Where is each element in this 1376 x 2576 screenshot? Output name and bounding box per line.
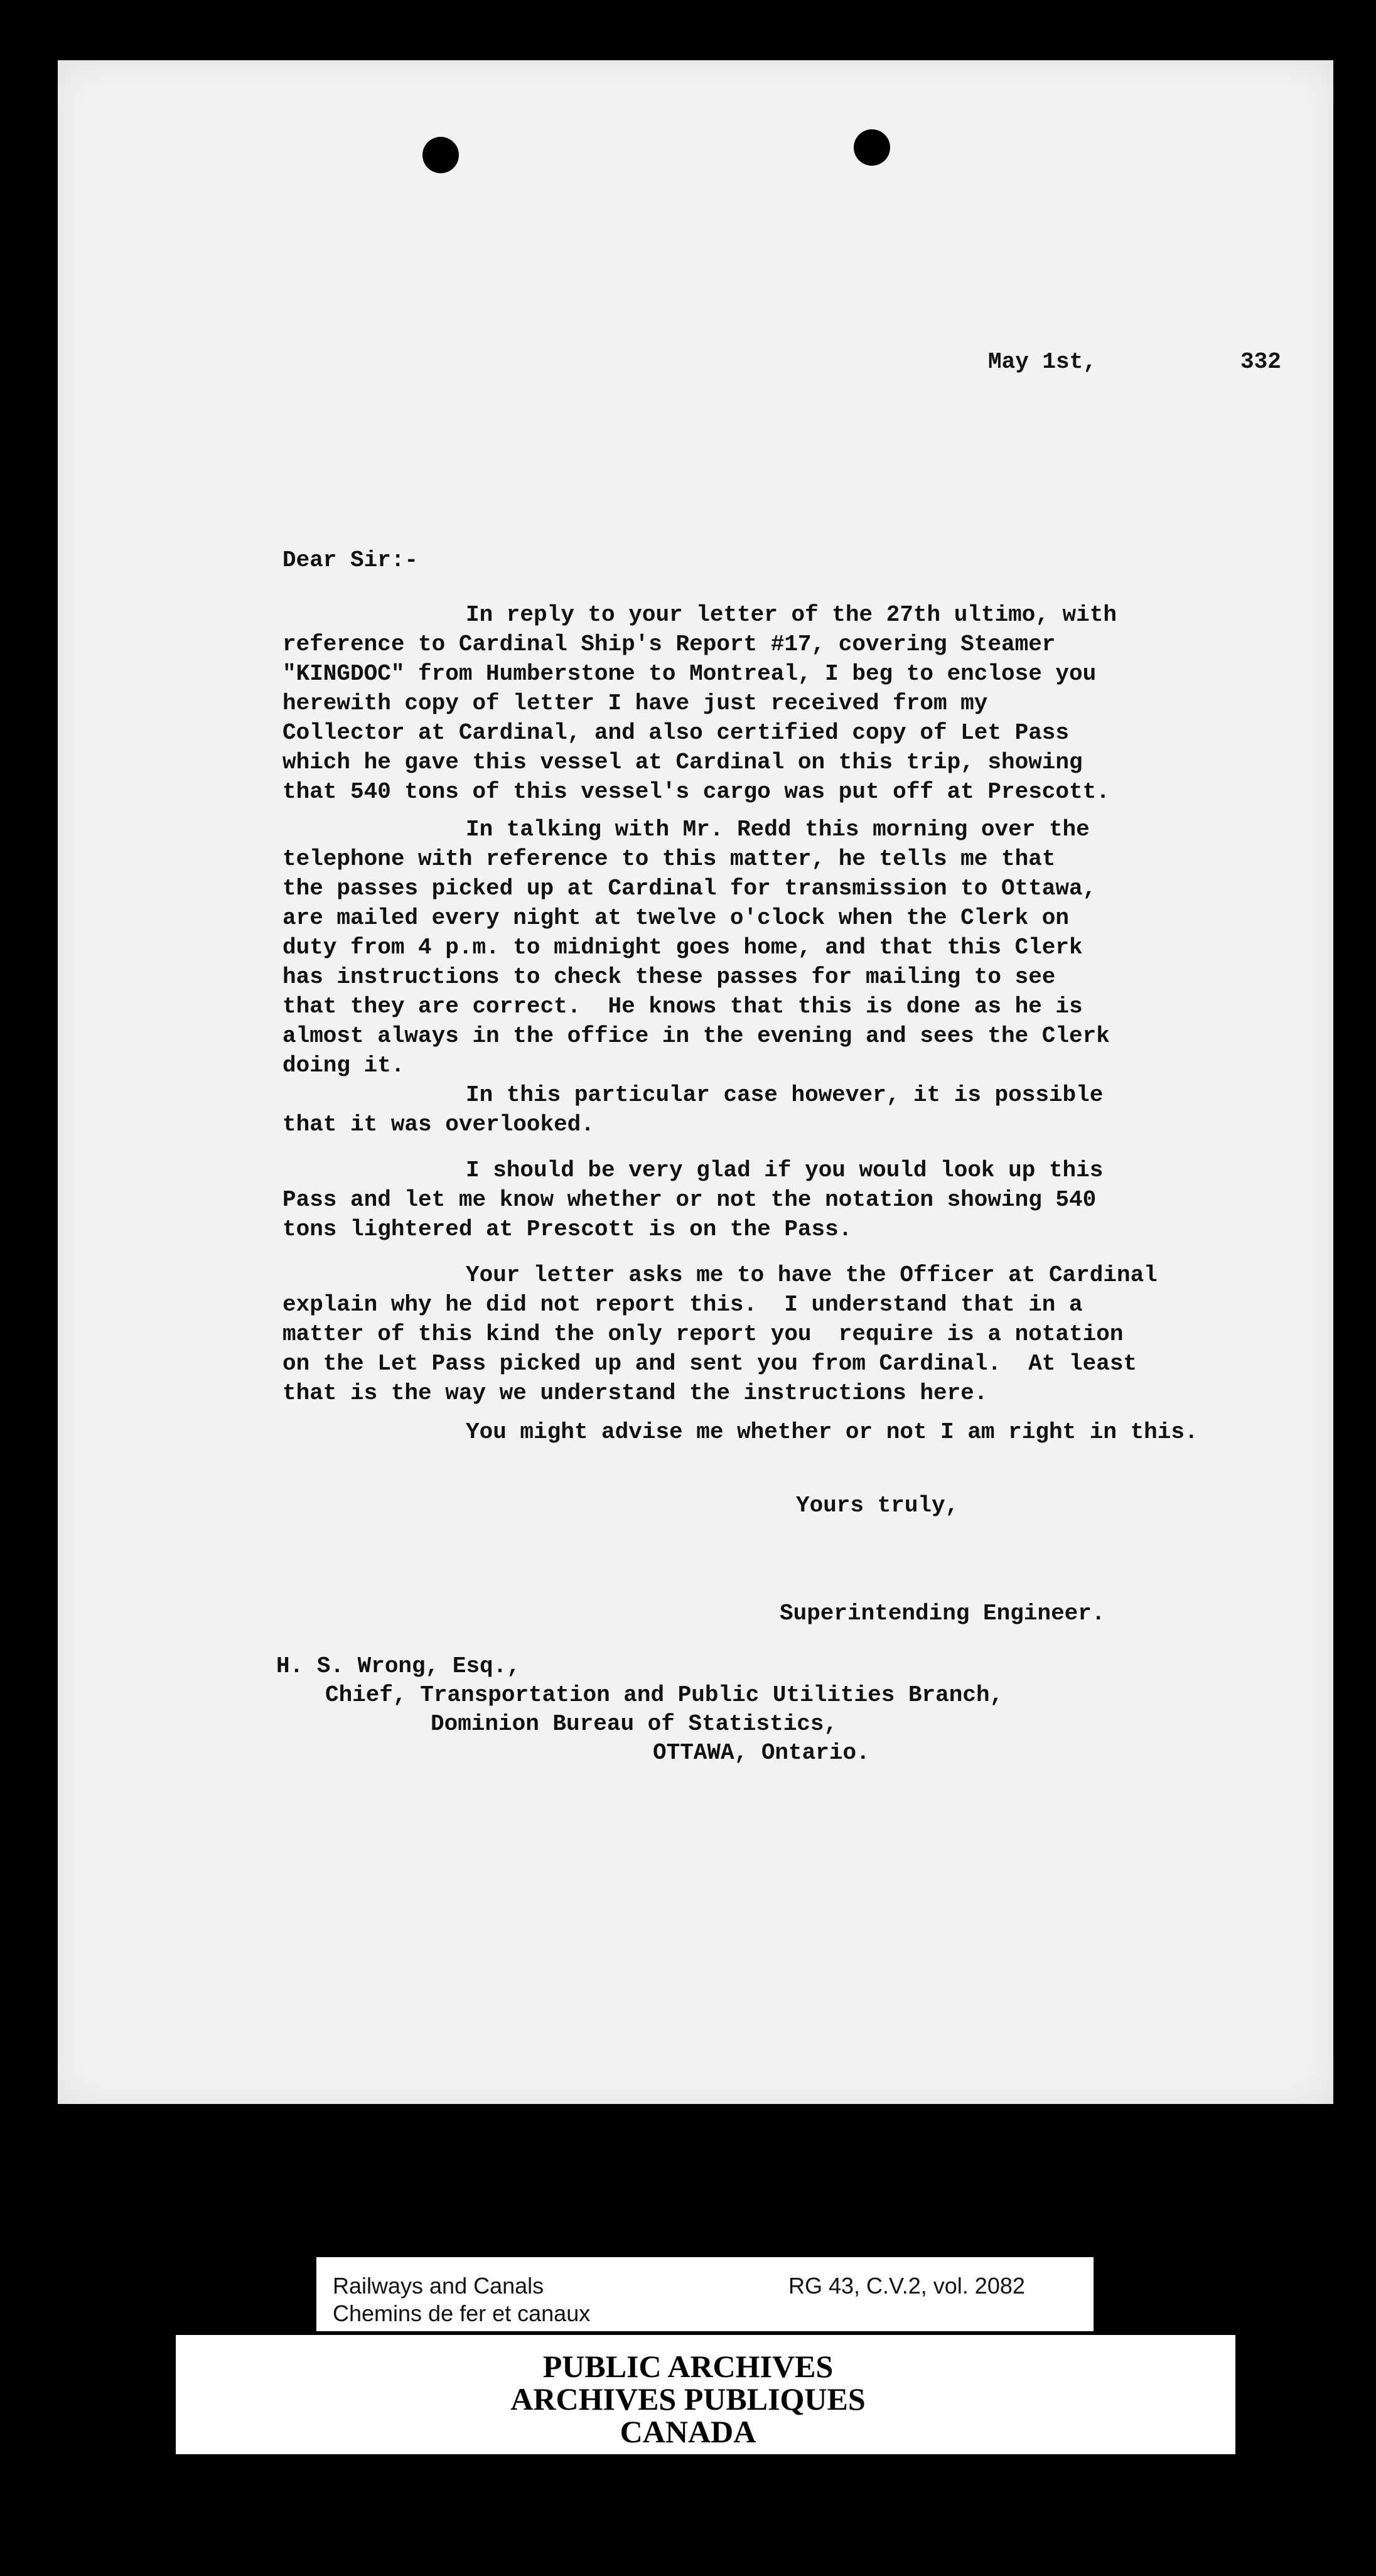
salutation: Dear Sir:- <box>282 547 419 573</box>
archive-title-country: CANADA <box>620 2414 756 2449</box>
paragraph-line: doing it. <box>282 1053 405 1078</box>
paragraph-line: In reply to your letter of the 27th ultimo, with <box>466 602 1117 628</box>
paragraph-line: are mailed every night at twelve o'clock when the Clerk on <box>282 905 1070 931</box>
paragraph-line: Collector at Cardinal, and also certified copy of Let Pass <box>282 720 1070 746</box>
paragraph-line: that 540 tons of this vessel's cargo was put off at Prescott. <box>282 779 1110 805</box>
archive-title-en: PUBLIC ARCHIVES <box>542 2349 834 2384</box>
paragraph-line: matter of this kind the only report you require is a notation <box>282 1321 1124 1347</box>
page-number: 332 <box>1240 349 1281 375</box>
paragraph-line: that is the way we understand the instructions here. <box>282 1380 988 1406</box>
series-fr: Chemins de fer et canaux <box>333 2300 591 2326</box>
paragraph-line: has instructions to check these passes for mailing to see <box>282 964 1056 990</box>
paragraph-line: Pass and let me know whether or not the notation showing 540 <box>282 1187 1097 1213</box>
paragraph-line: that it was overlooked. <box>282 1112 594 1137</box>
paragraph-line: on the Let Pass picked up and sent you from Cardinal. At least <box>282 1351 1137 1377</box>
paragraph-line: You might advise me whether or not I am right in this. <box>466 1419 1198 1445</box>
paragraph-line: that they are correct. He knows that this is done as he is <box>282 994 1083 1019</box>
paragraph-line: the passes picked up at Cardinal for transmission to Ottawa, <box>282 876 1097 901</box>
closing: Yours truly, <box>796 1493 959 1518</box>
paragraph-line: In this particular case however, it is possible <box>466 1082 1104 1108</box>
paragraph-line: duty from 4 p.m. to midnight goes home, and that this Clerk <box>282 935 1083 960</box>
paragraph-line: In talking with Mr. Redd this morning over the <box>466 817 1090 842</box>
paragraph-line: which he gave this vessel at Cardinal on this trip, showing <box>282 749 1083 775</box>
letter-date: May 1st, <box>988 349 1097 375</box>
paragraph-line: reference to Cardinal Ship's Report #17, covering Steamer <box>282 631 1056 657</box>
archive-reference: RG 43, C.V.2, vol. 2082 <box>788 2273 1025 2299</box>
punch-hole-left <box>422 137 459 173</box>
paragraph-line: explain why he did not report this. I understand that in a <box>282 1292 1083 1318</box>
signature-title: Superintending Engineer. <box>780 1601 1105 1626</box>
archive-title-fr: ARCHIVES PUBLIQUES <box>510 2381 866 2417</box>
paragraph-line: tons lightered at Prescott is on the Pass. <box>282 1216 852 1242</box>
addressee-line: Dominion Bureau of Statistics, <box>431 1711 838 1737</box>
paragraph-line: "KINGDOC" from Humberstone to Montreal, I beg to enclose you <box>282 661 1097 687</box>
paragraph-line: I should be very glad if you would look up this <box>466 1157 1104 1183</box>
addressee-line: OTTAWA, Ontario. <box>653 1740 870 1766</box>
addressee-line: H. S. Wrong, Esq., <box>276 1653 520 1679</box>
paragraph-line: herewith copy of letter I have just received from my <box>282 690 988 716</box>
paragraph-line: telephone with reference to this matter, he tells me that <box>282 846 1056 872</box>
series-en: Railways and Canals <box>333 2273 544 2299</box>
paragraph-line: almost always in the office in the evening and sees the Clerk <box>282 1023 1110 1049</box>
punch-hole-right <box>854 129 890 166</box>
addressee-line: Chief, Transportation and Public Utilities Branch, <box>325 1682 1004 1708</box>
paragraph-line: Your letter asks me to have the Officer at Cardinal <box>466 1262 1158 1288</box>
